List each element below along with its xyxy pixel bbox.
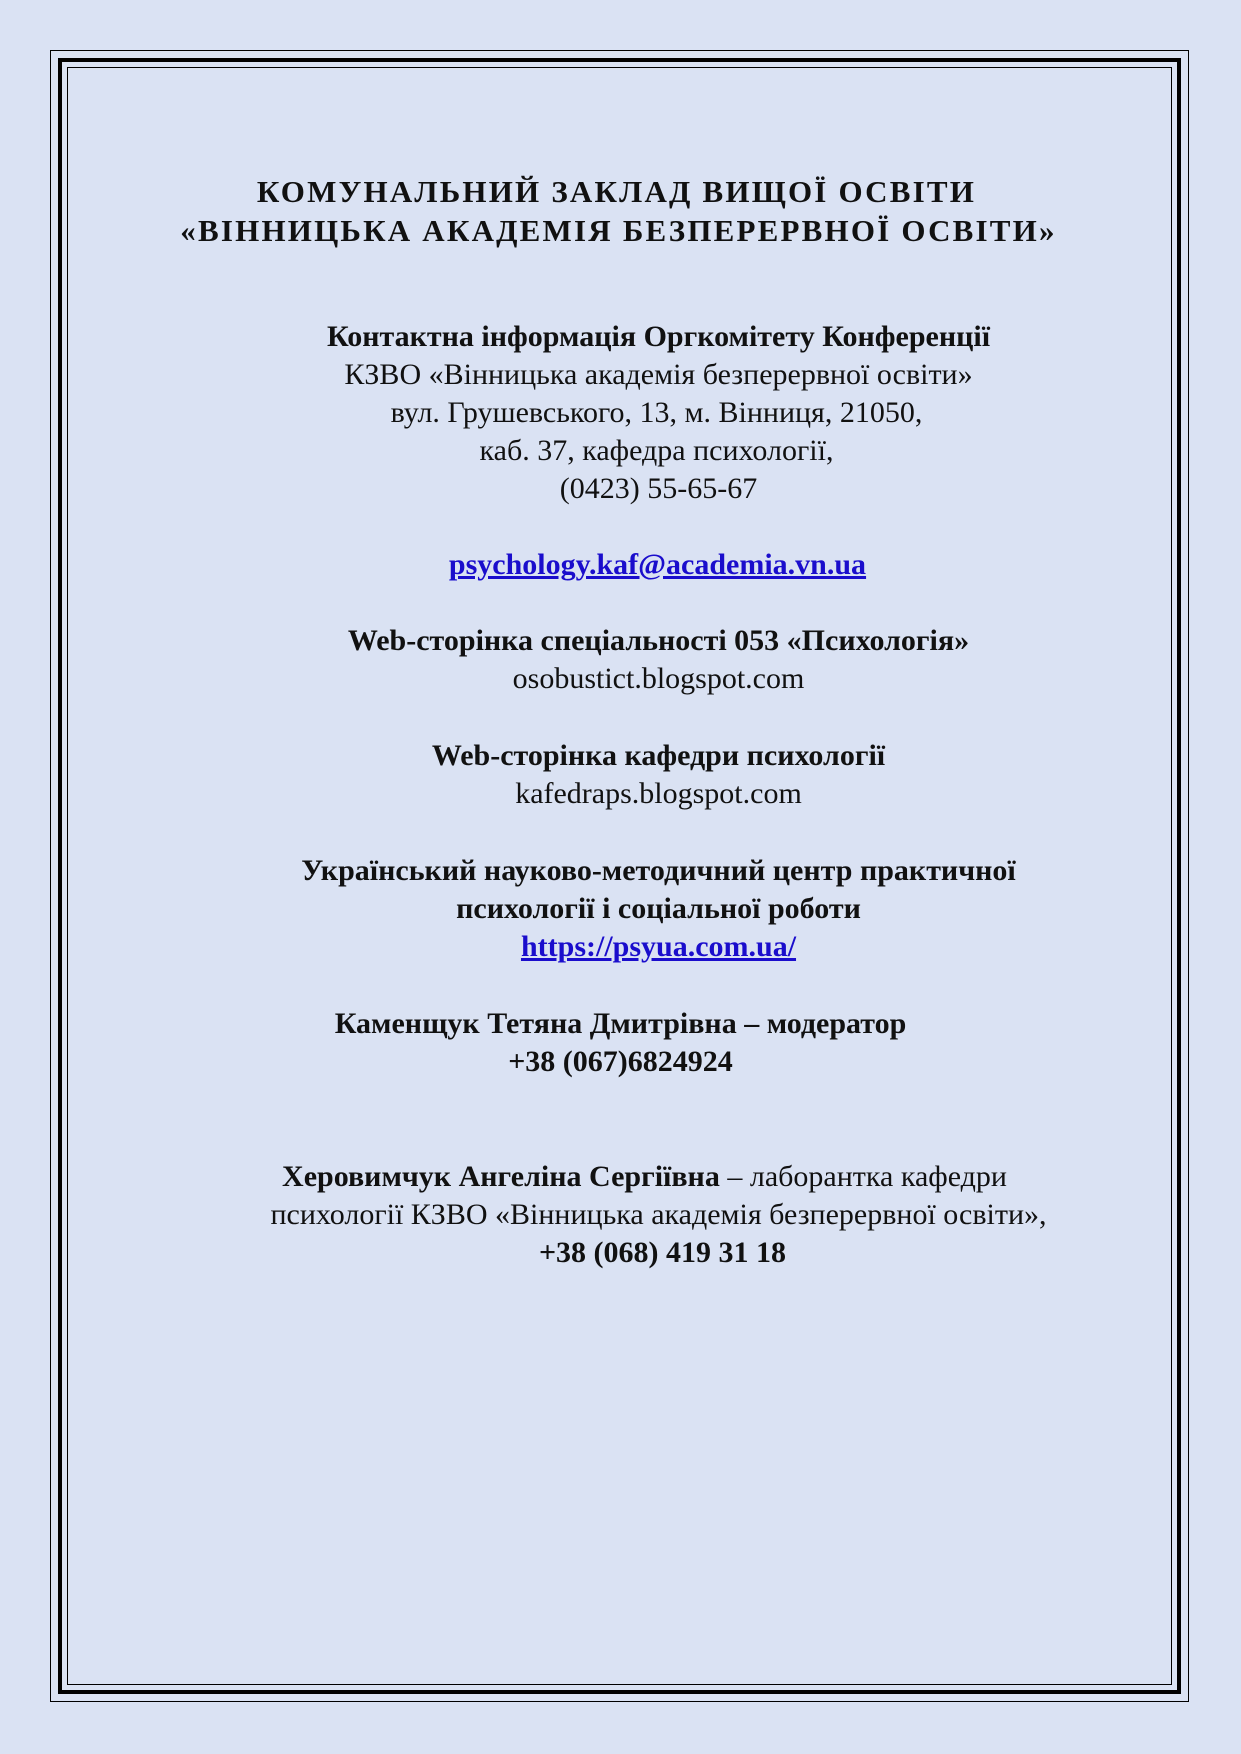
contacts-title: Контактна інформація Оргкомітету Конференції — [326, 320, 991, 353]
center-title-line2: психології і соціальної роботи — [456, 892, 861, 925]
center-title-line1: Український науково-методичний центр практичної — [301, 854, 1016, 887]
moderator-phone: +38 (067)6824924 — [508, 1045, 733, 1078]
lab-assistant-role-line1: – лаборантка кафедри — [719, 1160, 1007, 1193]
moderator-line: Каменщук Тетяна Дмитрівна – модератор — [334, 1007, 907, 1040]
department-web-url: kafedraps.blogspot.com — [515, 777, 802, 810]
institution-title-line1: КОМУНАЛЬНИЙ ЗАКЛАД ВИЩОЇ ОСВІТИ — [256, 174, 977, 209]
lab-assistant-role-line2: психології КЗВО «Вінницька академія безперервної освіти», — [270, 1198, 1047, 1231]
lab-assistant-name: Херовимчук Ангеліна Сергіївна — [282, 1160, 720, 1193]
lab-assistant-phone: +38 (068) 419 31 18 — [538, 1236, 787, 1269]
specialty-web-title: Web-сторінка спеціальності 053 «Психологія» — [347, 624, 970, 657]
contacts-phone: (0423) 55-65-67 — [559, 472, 758, 505]
contacts-email-row — [37, 546, 1241, 584]
contacts-address: вул. Грушевського, 13, м. Вінниця, 21050, — [390, 396, 923, 429]
contacts-room: каб. 37, кафедра психології, — [479, 434, 834, 467]
contacts-email-link[interactable]: psychology.kaf@academia.vn.ua — [448, 548, 867, 581]
department-web-title: Web-сторінка кафедри психології — [431, 739, 886, 772]
specialty-web-url: osobustict.blogspot.com — [512, 662, 805, 695]
lab-assistant-line1 — [24, 1158, 1241, 1196]
center-url-row — [38, 928, 1241, 966]
institution-title-line2: «ВІННИЦЬКА АКАДЕМІЯ БЕЗПЕРЕРВНОЇ ОСВІТИ» — [180, 213, 1057, 248]
contacts-org: КЗВО «Вінницька академія безперервної освіти» — [344, 358, 973, 391]
center-url-link[interactable]: https://psyua.com.ua/ — [520, 930, 797, 963]
